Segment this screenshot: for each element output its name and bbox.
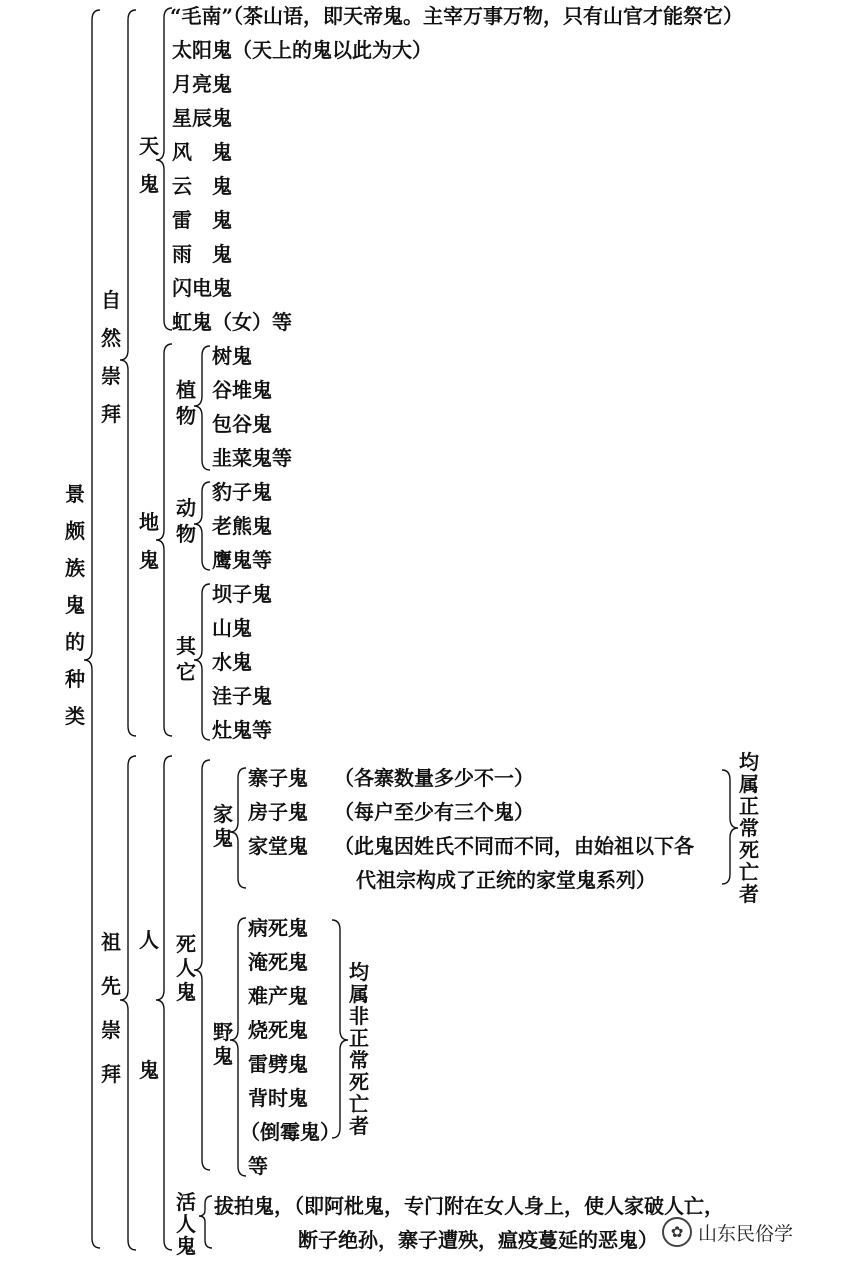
label-char: 动 — [176, 496, 196, 520]
label-char: 崇 — [101, 1018, 121, 1042]
family-summary-brace — [722, 770, 738, 884]
wild-ghost-item: 等 — [248, 1154, 268, 1178]
label-char: 人 — [139, 928, 159, 952]
sky-ghost-item: 雷 鬼 — [172, 208, 232, 232]
label-char: 然 — [101, 326, 121, 350]
label-char: 先 — [101, 974, 121, 998]
label-char: 鬼 — [176, 1234, 196, 1258]
wild-ghost-item: 背时鬼 — [248, 1086, 308, 1110]
label-char: 属 — [739, 772, 759, 796]
animals-label — [175, 498, 197, 550]
sky-ghost-item: 月亮鬼 — [172, 72, 232, 96]
sky-ghost-item: 闪电鬼 — [172, 276, 232, 300]
label-char: 常 — [739, 816, 759, 840]
label-char: 物 — [176, 404, 196, 428]
label-char: 属 — [349, 982, 369, 1006]
wild-ghost-item: 病死鬼 — [248, 916, 308, 940]
label-char: 均 — [349, 960, 369, 984]
label-char: 活 — [176, 1190, 196, 1214]
label-char: 鬼 — [213, 826, 233, 850]
natural-brace — [120, 10, 136, 736]
family-ghost-note-cont: 代祖宗构成了正统的家堂鬼系列） — [356, 868, 656, 892]
plant-ghost-item: 韭菜鬼等 — [212, 446, 292, 470]
wild-summary-brace — [332, 920, 348, 1138]
label-char: 崇 — [101, 364, 121, 388]
sky-ghosts-label — [138, 136, 160, 212]
label-char: 物 — [176, 522, 196, 546]
sky-ghost-item: 风 鬼 — [172, 140, 232, 164]
ancestor-worship-label — [100, 932, 122, 1108]
ancestor-brace — [120, 756, 136, 1250]
sky-ghost-item: 云 鬼 — [172, 174, 232, 198]
watermark — [662, 1214, 840, 1250]
root-char: 类 — [65, 704, 85, 728]
animal-ghost-item: 老熊鬼 — [212, 514, 272, 538]
root-char: 族 — [65, 556, 85, 580]
sky-ghost-item: 虹鬼（女）等 — [172, 310, 292, 334]
living-ghost-line: 拔拍鬼，（即阿枇鬼，专门附在女人身上，使人家破人亡， — [214, 1194, 724, 1218]
wechat-icon: ✿ — [662, 1217, 692, 1247]
wild-ghost-item: 难产鬼 — [248, 984, 308, 1008]
label-char: 者 — [349, 1114, 369, 1138]
watermark-text: 山东民俗学 — [698, 1222, 794, 1245]
wild-ghost-item: 淹死鬼 — [248, 950, 308, 974]
label-char: 祖 — [101, 930, 121, 954]
label-char: 常 — [349, 1048, 369, 1072]
label-char: 鬼 — [176, 980, 196, 1004]
label-char: 地 — [139, 510, 159, 534]
label-char: 鬼 — [139, 548, 159, 572]
label-char: 鬼 — [213, 1044, 233, 1068]
human-ghost-gui — [138, 1060, 160, 1080]
other-ghost-item: 灶鬼等 — [212, 718, 272, 742]
label-char: 正 — [349, 1026, 369, 1050]
wild-summary — [348, 962, 370, 1138]
family-ghost-note: （各寨数量多少不一） — [334, 766, 534, 790]
label-char: 人 — [176, 1212, 196, 1236]
dead-ghosts-label — [175, 934, 197, 1006]
label-char: 鬼 — [139, 1058, 159, 1082]
plant-ghost-item: 谷堆鬼 — [212, 378, 272, 402]
root-char: 颇 — [65, 519, 85, 543]
label-char: 它 — [176, 660, 196, 684]
label-char: 者 — [739, 882, 759, 906]
label-char: 均 — [739, 750, 759, 774]
living-brace — [199, 1196, 212, 1248]
human-ghost-ren — [138, 930, 160, 950]
label-char: 亡 — [739, 860, 759, 884]
family-ghost-name: 家堂鬼 — [248, 834, 308, 858]
label-char: 正 — [739, 794, 759, 818]
root-char: 的 — [65, 630, 85, 654]
label-char: 野 — [213, 1020, 233, 1044]
sky-ghost-item: 星辰鬼 — [172, 106, 232, 130]
wild-ghost-item: 烧死鬼 — [248, 1018, 308, 1042]
root-label — [64, 484, 86, 743]
plant-ghost-item: 树鬼 — [212, 344, 252, 368]
family-summary — [738, 752, 760, 906]
label-char: 鬼 — [139, 172, 159, 196]
human-brace — [156, 756, 172, 1250]
earth-ghosts-label — [138, 512, 160, 588]
family-ghost-name: 房子鬼 — [248, 800, 308, 824]
root-brace — [84, 10, 100, 1248]
root-char: 种 — [65, 667, 85, 691]
wild-ghost-item: （倒霉鬼） — [240, 1120, 340, 1144]
label-char: 植 — [176, 378, 196, 402]
label-char: 人 — [176, 956, 196, 980]
sky-ghost-item: 太阳鬼（天上的鬼以此为大） — [172, 38, 432, 62]
family-ghost-name: 寨子鬼 — [248, 766, 308, 790]
label-char: 死 — [349, 1070, 369, 1094]
label-char: 家 — [213, 802, 233, 826]
wild-ghosts-label — [212, 1022, 234, 1070]
family-ghost-note: （每户至少有三个鬼） — [334, 800, 534, 824]
label-char: 拜 — [101, 402, 121, 426]
label-char: 拜 — [101, 1062, 121, 1086]
label-char: 自 — [101, 288, 121, 312]
living-ghosts-label — [175, 1192, 197, 1258]
sky-ghost-item: “毛南”（茶山语，即天帝鬼。主宰万事万物，只有山官才能祭它） — [170, 4, 744, 28]
family-ghosts-label — [212, 804, 234, 852]
label-char: 死 — [739, 838, 759, 862]
plant-ghost-item: 包谷鬼 — [212, 412, 272, 436]
wild-ghost-item: 雷劈鬼 — [248, 1052, 308, 1076]
label-char: 其 — [176, 634, 196, 658]
other-ghost-item: 洼子鬼 — [212, 684, 272, 708]
other-ghost-item: 水鬼 — [212, 650, 252, 674]
family-ghost-note: （此鬼因姓氏不同而不同，由始祖以下各 — [334, 834, 694, 858]
living-ghost-line: 断子绝孙，寨子遭殃，瘟疫蔓延的恶鬼） — [298, 1228, 658, 1252]
others-label — [175, 636, 197, 688]
animal-ghost-item: 鹰鬼等 — [212, 548, 272, 572]
sky-ghost-item: 雨 鬼 — [172, 242, 232, 266]
other-ghost-item: 坝子鬼 — [212, 582, 272, 606]
natural-worship-label — [100, 290, 122, 442]
label-char: 亡 — [349, 1092, 369, 1116]
label-char: 死 — [176, 932, 196, 956]
root-char: 鬼 — [65, 593, 85, 617]
plants-label — [175, 380, 197, 432]
label-char: 天 — [139, 134, 159, 158]
other-ghost-item: 山鬼 — [212, 616, 252, 640]
animal-ghost-item: 豹子鬼 — [212, 480, 272, 504]
root-char: 景 — [65, 482, 85, 506]
label-char: 非 — [349, 1004, 369, 1028]
